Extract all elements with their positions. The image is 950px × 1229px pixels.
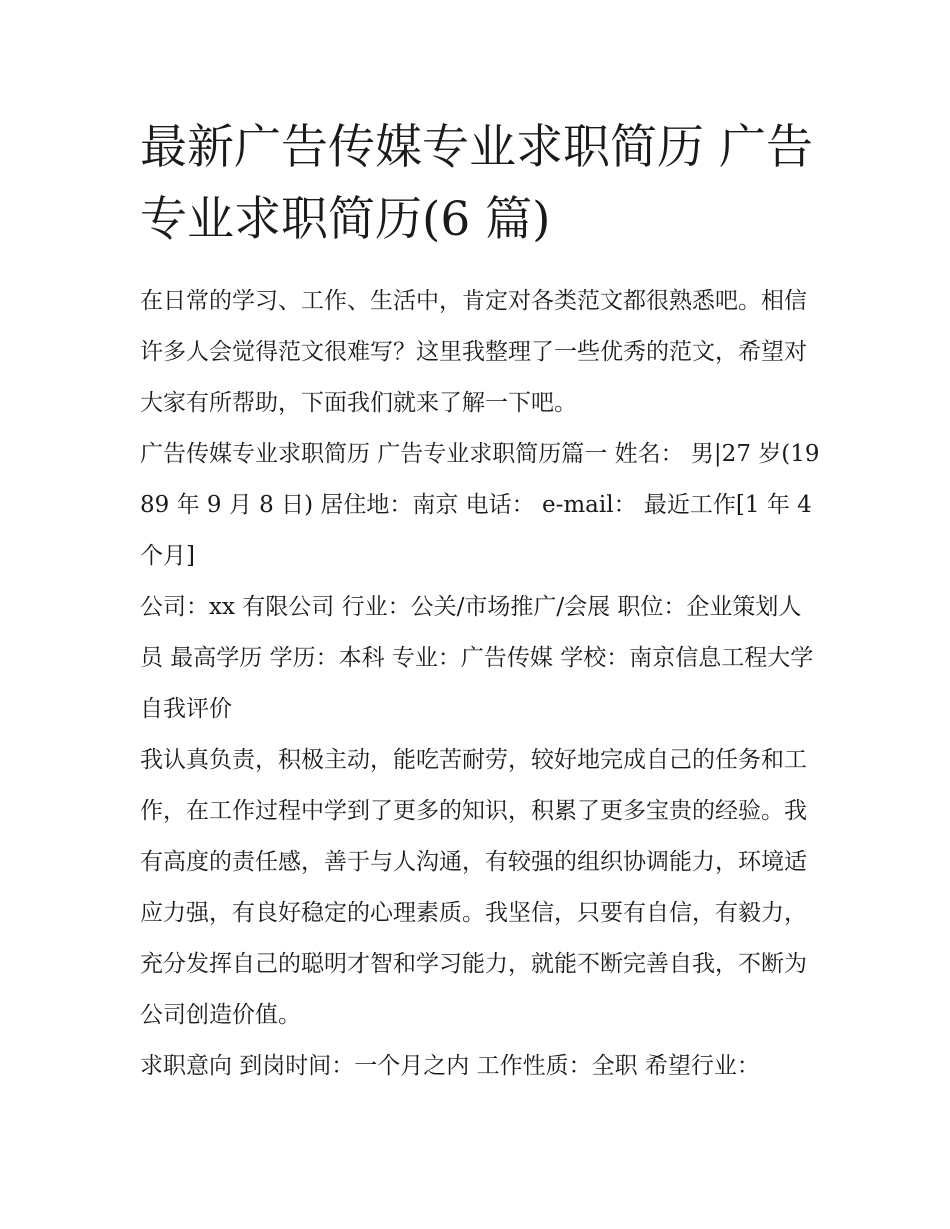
work-education-paragraph: 公司：xx 有限公司 行业：公关/市场推广/会展 职位：企业策划人员 最高学历 学历：本科 专业：广告传媒 学校：南京信息工程大学 自我评价: [140, 594, 814, 722]
intro-paragraph: 在日常的学习、工作、生活中，肯定对各类范文都很熟悉吧。相信许多人会觉得范文很难写？这里我整理了一些优秀的范文，希望对大家有所帮助，下面我们就来了解一下吧。: [140, 288, 807, 416]
job-intention-paragraph: 求职意向 到岗时间：一个月之内 工作性质：全职 希望行业：: [140, 1053, 760, 1079]
self-evaluation-paragraph: 我认真负责，积极主动，能吃苦耐劳，较好地完成自己的任务和工作，在工作过程中学到了更多的知识，积累了更多宝贵的经验。我有高度的责任感，善于与人沟通，有较强的组织协调能力，环境适应力强，有良好稳定的心理素质。我坚信，只要有自信，有毅力，充分发挥自己的聪明才智和学习能力，就能不断完善自我，不断为公司创造价值。: [140, 747, 807, 1028]
document-page: [140, 112, 820, 1092]
document-title: 最新广告传媒专业求职简历 广告专业求职简历(6 篇): [140, 120, 813, 247]
basic-info-paragraph: 广告传媒专业求职简历 广告专业求职简历篇一 姓名： 男|27 岁(1989 年 9 月 8 日) 居住地：南京 电话： e-mail： 最近工作[1 年 4 个月]: [140, 441, 820, 569]
